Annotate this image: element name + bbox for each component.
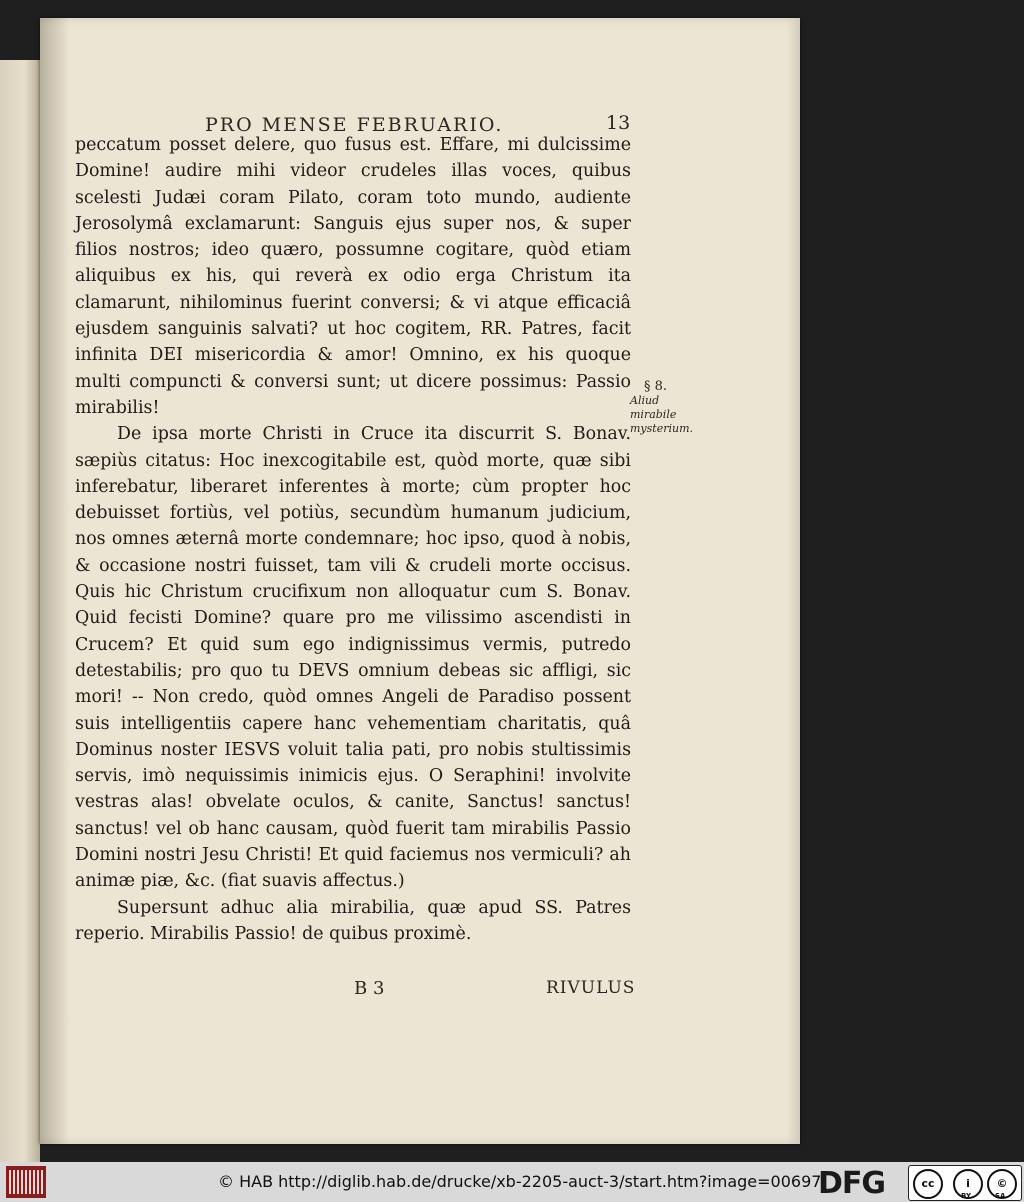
- sa-label: SA: [995, 1192, 1006, 1200]
- margin-section-number: § 8.: [644, 379, 668, 394]
- margin-note-text: Aliud mirabile mysterium.: [630, 394, 694, 435]
- main-text-block: [75, 132, 631, 947]
- copyright-link[interactable]: © HAB http://diglib.hab.de/drucke/xb-2205-auct-3/start.htm?image=00697: [218, 1172, 822, 1191]
- paragraph-2: De ipsa morte Christi in Cruce ita discurrit S. Bonav. sæpiùs citatus: Hoc inexcogitabile est, quòd morte, quæ sibi inferebatur, liberaret inferentes à morte; cùm propter hoc debuisset fortiùs, vel potiùs, secundùm humanum judicium, nos omnes æternâ morte condemnare; hoc ipso, quod à nobis, & occasione nostri fuisset, tam vili & crudeli morte occisus. Quis hic Christum crucifixum non alloquatur cum S. Bonav. Quid fecisti Domine? quare pro me vilissimo ascendisti in Crucem? Et quid sum ego indignissimus vermis, putredo detestabilis; pro quo tu DEVS omnium debeas sic affligi, sic mori! -- Non credo, quòd omnes Angeli de Paradiso possent suis intelligentiis capere hanc vehementiam charitatis, quâ Dominus noster IESVS voluit talia pati, pro nobis stultissimis servis, imò nequissimis inimicis ejus. O Seraphini! involvite vestras alas! obvelate oculos, & canite, Sanctus! sanctus! sanctus! vel ob hanc causam, quòd fuerit tam mirabilis Passio Domini nostri Jesu Christi! Et quid faciemus nos vermiculi? ah animæ piæ, &c. (fiat suavis affectus.): [75, 424, 631, 892]
- hab-library-logo: [6, 1166, 46, 1198]
- page-number: 13: [606, 112, 631, 134]
- dfg-logo: DFG: [818, 1166, 886, 1201]
- paragraph-3: Supersunt adhuc alia mirabilia, quæ apud SS. Patres reperio. Mirabilis Passio! de quibus proximè.: [75, 897, 631, 944]
- signature-mark: B 3: [354, 978, 385, 999]
- cc-icon: cc: [913, 1169, 943, 1199]
- margin-note: [630, 379, 694, 436]
- page-gutter-shadow: [40, 18, 70, 1144]
- viewer-footer: [0, 1162, 1024, 1202]
- previous-page-edge: [0, 60, 40, 1162]
- attribution-icon: i: [953, 1169, 983, 1199]
- by-label: BY: [961, 1192, 972, 1200]
- share-alike-icon: ©: [987, 1169, 1017, 1199]
- cc-license-badge[interactable]: [908, 1165, 1022, 1201]
- paragraph-1: peccatum posset delere, quo fusus est. Effare, mi dulcissime Domine! audire mihi videor crudeles illas voces, quibus scelesti Judæi coram Pilato, coram toto mundo, audiente Jerosolymâ exclamarunt: Sanguis ejus super nos, & super filios nostros; ideo quæro, possumne cogitare, quòd etiam aliquibus ex his, qui reverà ex odio erga Christum ita clamarunt, nihilominus fuerint conversi; & vi atque efficaciâ ejusdem sanguinis salvati? ut hoc cogitem, RR. Patres, facit infinita DEI misericordia & amor! Omnino, ex his quoque multi compuncti & conversi sunt; ut dicere possimus: Passio mirabilis!: [75, 135, 631, 418]
- running-head: PRO MENSE FEBRUARIO.: [205, 114, 504, 136]
- catchword: RIVULUS: [546, 978, 636, 998]
